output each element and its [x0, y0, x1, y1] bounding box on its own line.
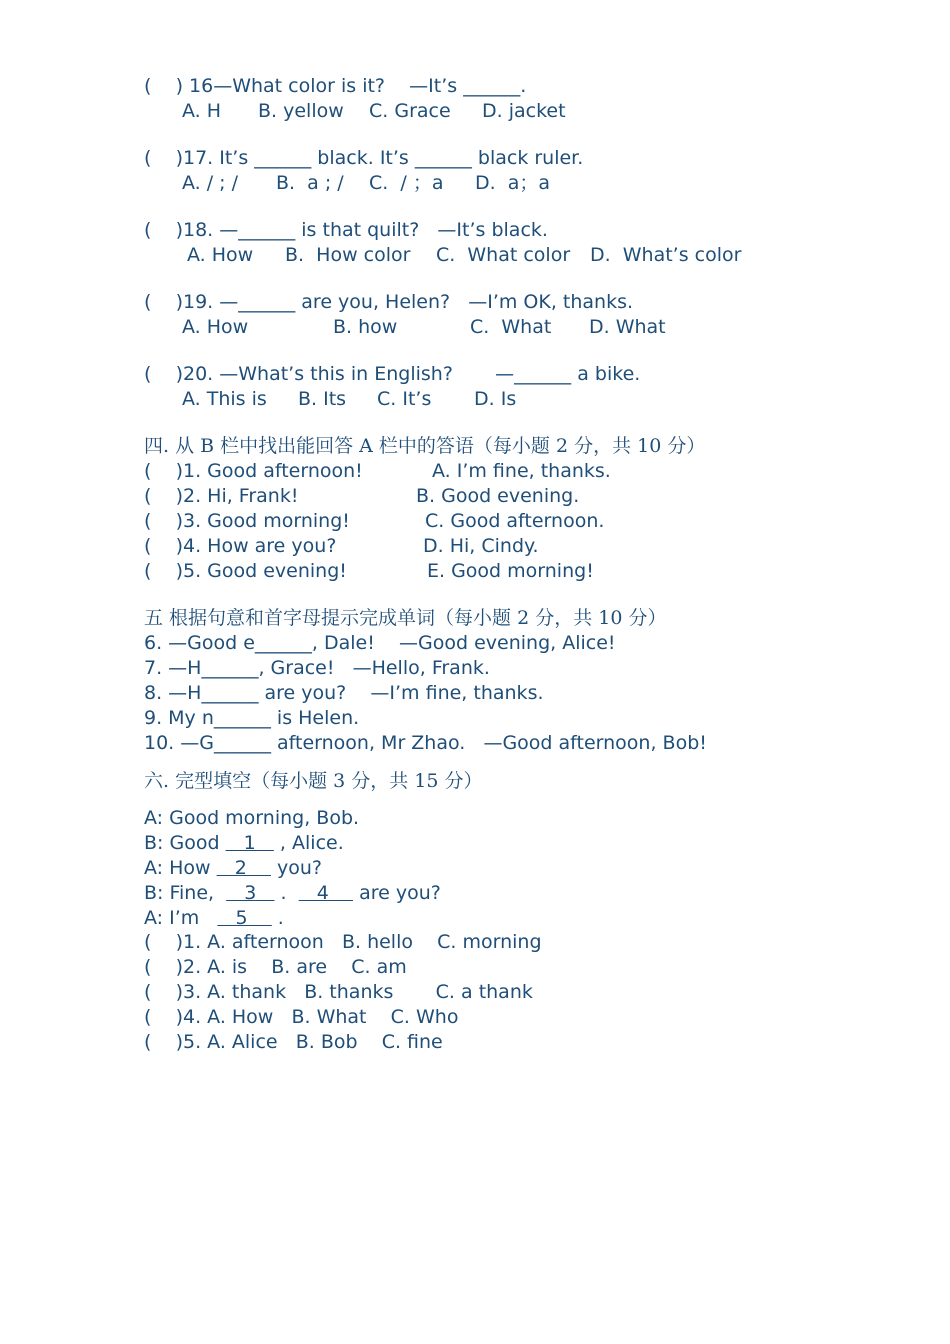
match-answer-b: B. Good evening. [416, 485, 580, 507]
match-answer-e: E. Good morning! [427, 560, 594, 582]
dialogue-text: . [271, 907, 284, 929]
option-18-c: C. What color [436, 244, 571, 266]
option-17-b: B. a ; / [276, 172, 344, 194]
section-4-title: 四. 从 B 栏中找出能回答 A 栏中的答语（每小题 2 分，共 10 分） [144, 435, 706, 457]
option-17-a: A. / ; / [182, 172, 239, 194]
option-16-b: B. yellow [258, 100, 344, 122]
option-20-a: A. This is [182, 388, 267, 410]
cloze-choice-5: ( )5. A. Alice B. Bob C. fine [144, 1031, 443, 1053]
dialogue-text: A: I’m [144, 907, 218, 929]
cloze-choice-2: ( )2. A. is B. are C. am [144, 956, 407, 978]
option-19-d: D. What [589, 316, 666, 338]
section-5-title: 五 根据句意和首字母提示完成单词（每小题 2 分，共 10 分） [144, 607, 667, 629]
cloze-choice-4: ( )4. A. How B. What C. Who [144, 1006, 459, 1028]
option-16-a: A. H [182, 100, 222, 122]
option-19-c: C. What [470, 316, 552, 338]
dialogue-text: B: Fine, [144, 882, 227, 904]
match-answer-a: A. I’m fine, thanks. [432, 460, 611, 482]
option-20-c: C. It’s [377, 388, 432, 410]
match-answer-d: D. Hi, Cindy. [423, 535, 539, 557]
dialogue-text: you? [270, 857, 323, 879]
fill-item-7: 7. —H______, Grace! —Hello, Frank. [144, 657, 490, 679]
fill-item-10: 10. —G______ afternoon, Mr Zhao. —Good afternoon, Bob! [144, 732, 707, 754]
blank-1: 1 [225, 832, 274, 854]
dialogue-text: are you? [353, 882, 441, 904]
dialogue-line-2 [144, 831, 344, 856]
cloze-choice-3: ( )3. A. thank B. thanks C. a thank [144, 981, 533, 1003]
match-item-5: ( )5. Good evening! [144, 560, 347, 582]
match-item-4: ( )4. How are you? [144, 535, 337, 557]
dialogue-text: B: Good [144, 832, 226, 854]
match-item-3: ( )3. Good morning! [144, 510, 350, 532]
question-20: ( )20. —What’s this in English? —______ a bike. [144, 363, 641, 385]
blank-3: 3 [226, 882, 275, 904]
option-16-c: C. Grace [369, 100, 451, 122]
dialogue-line-4 [144, 881, 441, 906]
dialogue-text: , Alice. [273, 832, 344, 854]
option-17-c: C. / ；a [369, 172, 444, 194]
dialogue-line-5 [144, 906, 284, 931]
match-item-1: ( )1. Good afternoon! [144, 460, 363, 482]
blank-2: 2 [216, 857, 271, 879]
fill-item-6: 6. —Good e______, Dale! —Good evening, Alice! [144, 632, 616, 654]
option-18-d: D. What’s color [590, 244, 742, 266]
blank-4: 4 [298, 882, 354, 904]
dialogue-text: A: How [144, 857, 217, 879]
option-20-b: B. Its [298, 388, 347, 410]
option-19-b: B. how [333, 316, 398, 338]
option-18-a: A. How [187, 244, 254, 266]
option-17-d: D. a；a [475, 172, 551, 194]
fill-item-8: 8. —H______ are you? —I’m fine, thanks. [144, 682, 544, 704]
option-20-d: D. Is [474, 388, 517, 410]
question-17: ( )17. It’s ______ black. It’s ______ black ruler. [144, 147, 584, 169]
match-answer-c: C. Good afternoon. [425, 510, 605, 532]
option-16-d: D. jacket [482, 100, 566, 122]
question-19: ( )19. —______ are you, Helen? —I’m OK, thanks. [144, 291, 634, 313]
option-18-b: B. How color [285, 244, 411, 266]
question-18: ( )18. —______ is that quilt? —It’s black. [144, 219, 548, 241]
cloze-choice-1: ( )1. A. afternoon B. hello C. morning [144, 931, 542, 953]
question-16: ( ) 16—What color is it? —It’s ______. [144, 75, 527, 97]
fill-item-9: 9. My n______ is Helen. [144, 707, 360, 729]
dialogue-text: . [274, 882, 299, 904]
section-6-title: 六. 完型填空（每小题 3 分，共 15 分） [144, 770, 483, 792]
blank-5: 5 [217, 907, 272, 929]
dialogue-line-3 [144, 856, 322, 881]
dialogue-line-1: A: Good morning, Bob. [144, 807, 360, 829]
match-item-2: ( )2. Hi, Frank! [144, 485, 299, 507]
option-19-a: A. How [182, 316, 249, 338]
